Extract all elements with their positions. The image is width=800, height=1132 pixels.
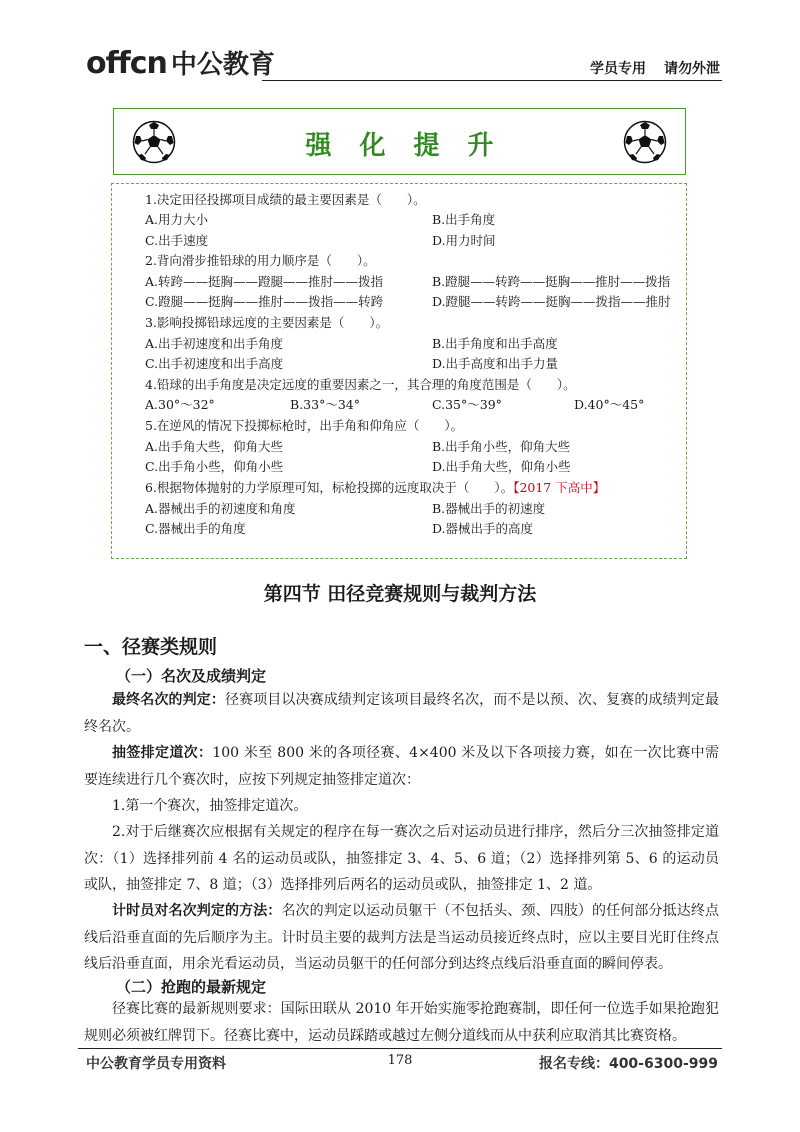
option-d: D.出手高度和出手力量 [432, 356, 559, 371]
option-c: C.出手速度 [145, 233, 209, 248]
option-b: B.器械出手的初速度 [432, 501, 546, 516]
header-notice-2: 请勿外泄 [664, 61, 720, 77]
question-stem: 3.影响投掷铅球远度的主要因素是（ ）。 [145, 315, 389, 330]
banner-title: 强化提升 [305, 131, 522, 161]
header-notice-1: 学员专用 [590, 61, 646, 77]
option-c: C.器械出手的角度 [145, 521, 246, 536]
paragraph-text: 100 米至 800 米的各项径赛、4×400 米及以下各项接力赛，如在一次比赛中需要连续进行几个赛次时，应按下列规定抽签排定道次： [84, 745, 719, 788]
paragraph-lead: 计时员对名次判定的方法： [112, 903, 282, 919]
page-number: 178 [387, 1053, 413, 1068]
section-title: 第四节 田径竞赛规则与裁判方法 [263, 583, 537, 605]
option-a: A.用力大小 [145, 212, 209, 227]
paragraph-lead: 抽签排定道次： [112, 745, 213, 761]
option-c: C.出手角小些，仰角小些 [145, 459, 284, 474]
logo-zh: 中公教育 [170, 50, 275, 80]
paragraph-text: 名次的判定以运动员躯干（不包括头、颈、四肢）的任何部分抵达终点线后沿垂直面的先后顺序为主。计时员主要的裁判方法是当运动员接近终点时，应以主要目光盯住终点线后沿垂直面，用余光看运动员，当运动员躯干的任何部分到达终点线后沿垂直面的瞬间停表。 [84, 903, 720, 972]
option-c: C.35°～39° [432, 397, 502, 412]
option-a: A.出手角大些，仰角大些 [145, 439, 284, 454]
option-d: D.出手角大些，仰角小些 [432, 459, 571, 474]
option-d: D.器械出手的高度 [432, 521, 534, 536]
option-a: A.转跨——挺胸——蹬腿——推肘——拨指 [145, 274, 384, 289]
heading-level-2: （一）名次及成绩判定 [116, 667, 267, 685]
paragraph [84, 898, 719, 978]
paragraph-text: 径赛项目以决赛成绩判定该项目最终名次，而不是以预、次、复赛的成绩判定最终名次。 [84, 692, 719, 735]
option-c: C.出手初速度和出手高度 [145, 356, 284, 371]
paragraph: 2.对于后继赛次应根据有关规定的程序在每一赛次之后对运动员进行排序，然后分三次抽签排定道次：（1）选择排列前 4 名的运动员或队，抽签排定 3、4、5、6 道；（2）选择排列第 5、6 的运动员或队，抽签排定 7、8 道；（3）选择排列后两名的运动员或队，抽签排定 1、2 道。 [84, 824, 719, 893]
option-d: D.用力时间 [432, 233, 496, 248]
paragraph-lead: 最终名次的判定： [112, 692, 225, 708]
option-d: D.40°～45° [574, 397, 645, 412]
footer-left: 中公教育学员专用资料 [86, 1056, 226, 1072]
option-b: B.出手角度 [432, 212, 496, 227]
logo-en: offcn [86, 46, 167, 81]
paragraph: 1.第一个赛次，抽签排定道次。 [112, 798, 308, 814]
header-rule [262, 80, 722, 81]
brand-logo [86, 44, 275, 81]
paragraph: 径赛比赛的最新规则要求：国际田联从 2010 年开始实施零抢跑赛制，即任何一位选手如果抢跑犯规则必须被红牌罚下。径赛比赛中，运动员踩踏或越过左侧分道线而从中获利应取消其比赛资格。 [84, 1001, 719, 1044]
header-notice [572, 58, 720, 78]
heading-level-1: 一、径赛类规则 [84, 636, 218, 658]
option-a: A.出手初速度和出手角度 [145, 336, 284, 351]
option-c: C.蹬腿——挺胸——推肘——拨指——转跨 [145, 294, 384, 309]
option-a: A.器械出手的初速度和角度 [145, 501, 296, 516]
question-stem: 2.背向滑步推铅球的用力顺序是（ ）。 [145, 253, 376, 268]
option-b: B.出手角小些，仰角大些 [432, 439, 571, 454]
question-stem: 1.决定田径投掷项目成绩的最主要因素是（ ）。 [145, 192, 426, 207]
option-b: B.蹬腿——转跨——挺胸——推肘——拨指 [432, 274, 671, 289]
option-b: B.33°～34° [290, 397, 360, 412]
paragraph [84, 740, 719, 793]
option-a: A.30°～32° [145, 397, 215, 412]
question-stem [145, 478, 605, 499]
footer-hotline: 报名专线：400-6300-999 [538, 1056, 718, 1072]
question-text: 6.根据物体抛射的力学原理可知，标枪投掷的远度取决于（ ）。 [145, 480, 514, 495]
option-d: D.蹬腿——转跨——挺胸——拨指——推肘 [432, 294, 671, 309]
question-stem: 5.在逆风的情况下投掷标枪时，出手角和仰角应（ ）。 [145, 418, 464, 433]
heading-level-2: （二）抢跑的最新规定 [116, 978, 267, 996]
paragraph [84, 687, 719, 740]
exam-source-tag: 【2017 下高中】 [513, 480, 606, 495]
option-b: B.出手角度和出手高度 [432, 336, 558, 351]
practice-banner [113, 108, 686, 175]
question-stem: 4.铅球的出手角度是决定远度的重要因素之一，其合理的角度范围是（ ）。 [145, 377, 576, 392]
footer-rule [78, 1048, 722, 1049]
soccer-ball-icon [623, 120, 667, 164]
